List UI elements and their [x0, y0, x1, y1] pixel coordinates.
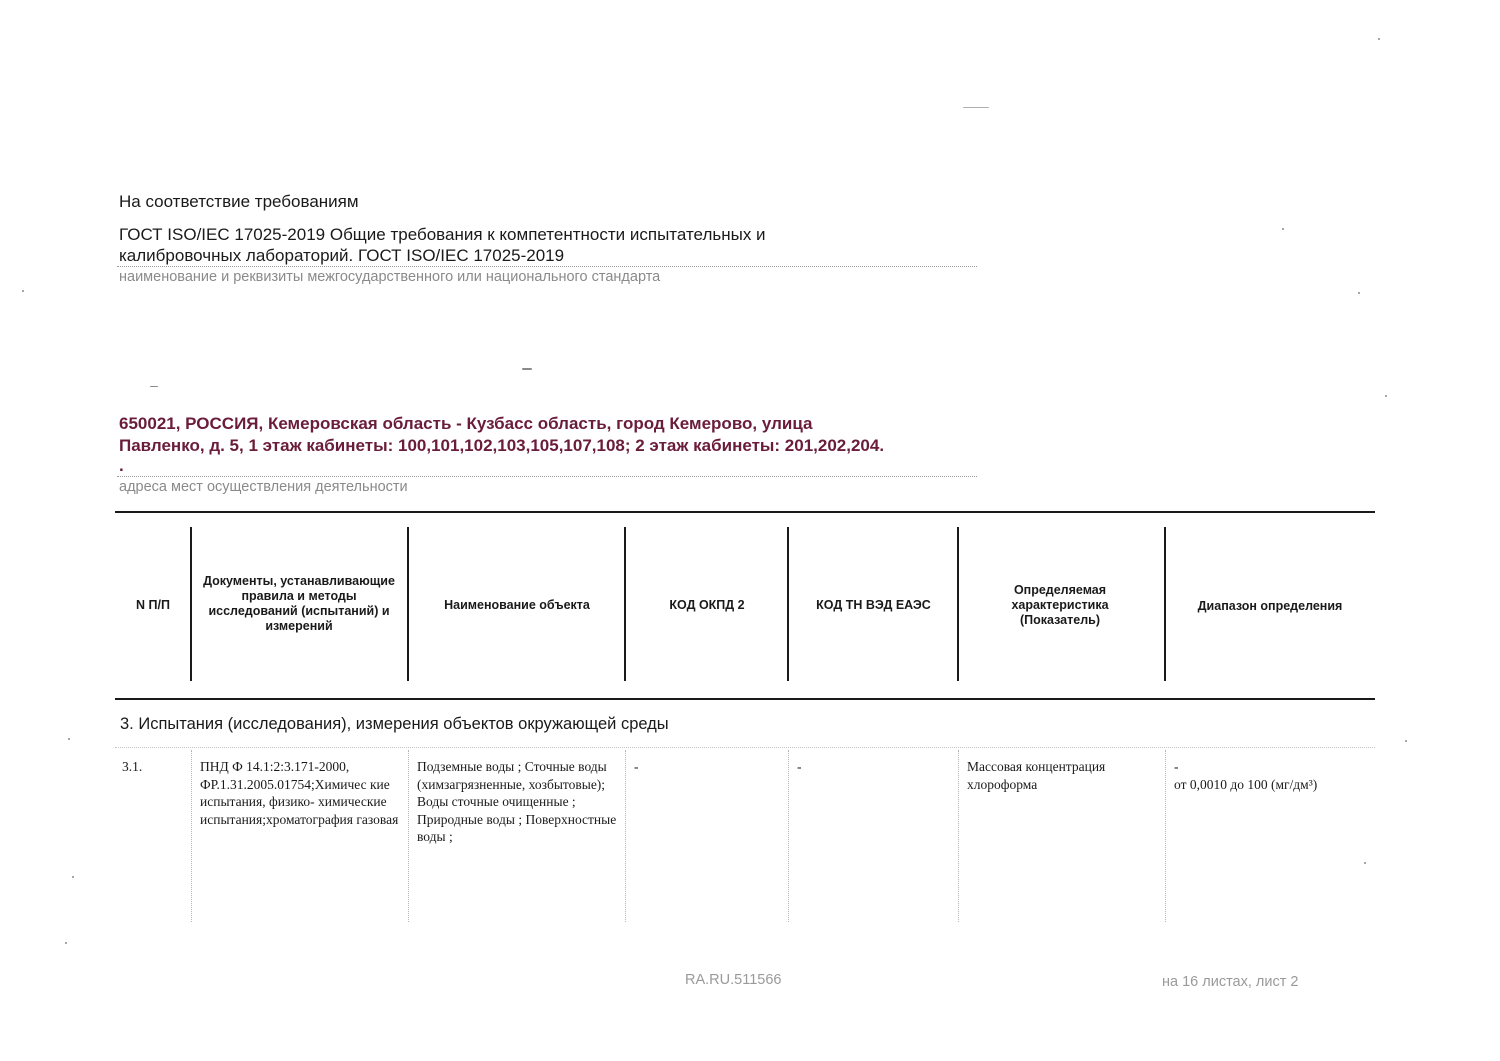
address-line-2: Павленко, д. 5, 1 этаж кабинеты: 100,101,102,103,105,107,108; 2 этаж кабинеты: 201,202,204.	[119, 436, 885, 455]
header-divider	[1164, 527, 1166, 681]
scan-speck	[1405, 740, 1407, 742]
scan-speck	[65, 942, 67, 944]
scan-speck	[1385, 395, 1387, 397]
cell-range: от 0,0010 до 100 (мг/дм³)	[1174, 777, 1318, 792]
row-divider	[408, 750, 409, 922]
col-header-object: Наименование объекта	[444, 598, 590, 612]
section-title: 3. Испытания (исследования), измерения объектов окружающей среды	[120, 715, 669, 733]
header-divider	[787, 527, 789, 681]
compliance-label: На соответствие требованиям	[119, 192, 359, 211]
row-divider	[625, 750, 626, 922]
header-divider	[624, 527, 626, 681]
standard-line-2: калибровочных лабораторий. ГОСТ ISO/IEC 17025-2019	[119, 246, 565, 265]
col-header-range: Диапазон определения	[1197, 599, 1343, 613]
table-top-border	[115, 511, 1375, 513]
scan-speck	[68, 738, 70, 740]
header-divider	[190, 527, 192, 681]
address-underline	[117, 476, 977, 477]
scan-speck	[72, 876, 74, 878]
row-divider	[191, 750, 192, 922]
row-divider	[1165, 750, 1166, 922]
col-header-docs: Документы, устанавливающие правила и методы исследований (испытаний) и измерений	[203, 574, 395, 633]
cell-num: 3.1.	[122, 759, 143, 774]
registration-number: RA.RU.511566	[685, 972, 782, 988]
standard-underline	[117, 266, 977, 267]
scan-speck	[1378, 38, 1380, 40]
cell-docs: ПНД Ф 14.1:2:3.171-2000, ФР.1.31.2005.01754;Химичес кие испытания, физико- химические испытания;хроматография газовая	[200, 759, 399, 827]
address-line-1: 650021, РОССИЯ, Кемеровская область - Кузбасс область, город Кемерово, улица	[119, 414, 813, 433]
standard-line-1: ГОСТ ISO/IEC 17025-2019 Общие требования к компетентности испытательных и	[119, 225, 766, 244]
section-divider	[115, 747, 1375, 748]
cell-okpd: -	[634, 759, 639, 774]
scan-speck	[522, 368, 532, 370]
scan-speck	[22, 290, 24, 292]
scan-speck	[963, 107, 989, 108]
col-header-okpd: КОД ОКПД 2	[669, 598, 745, 612]
cell-range-prefix: -	[1174, 759, 1179, 774]
cell-tnved: -	[797, 759, 802, 774]
scan-speck	[1358, 292, 1360, 294]
header-divider	[957, 527, 959, 681]
scan-speck	[1364, 862, 1366, 864]
standard-caption: наименование и реквизиты межгосударственного или национального стандарта	[119, 269, 661, 285]
header-divider	[407, 527, 409, 681]
address-caption: адреса мест осуществления деятельности	[119, 479, 408, 495]
table-header-bottom-border	[115, 698, 1375, 700]
row-divider	[958, 750, 959, 922]
col-header-num: N П/П	[136, 598, 170, 612]
scan-speck	[150, 386, 158, 387]
col-header-characteristic: Определяемая характеристика (Показатель)	[1011, 583, 1109, 627]
cell-characteristic: Массовая концентрация хлороформа	[967, 759, 1106, 792]
cell-object: Подземные воды ; Сточные воды (химзагрязненные, хозбытовые); Воды сточные очищенные ; Природные воды ; Поверхностные воды ;	[417, 759, 617, 844]
address-line-3: .	[119, 456, 124, 475]
scan-speck	[1282, 228, 1284, 230]
col-header-tnved: КОД ТН ВЭД ЕАЭС	[816, 598, 931, 612]
row-divider	[788, 750, 789, 922]
sheet-counter: на 16 листах, лист 2	[1162, 974, 1299, 990]
